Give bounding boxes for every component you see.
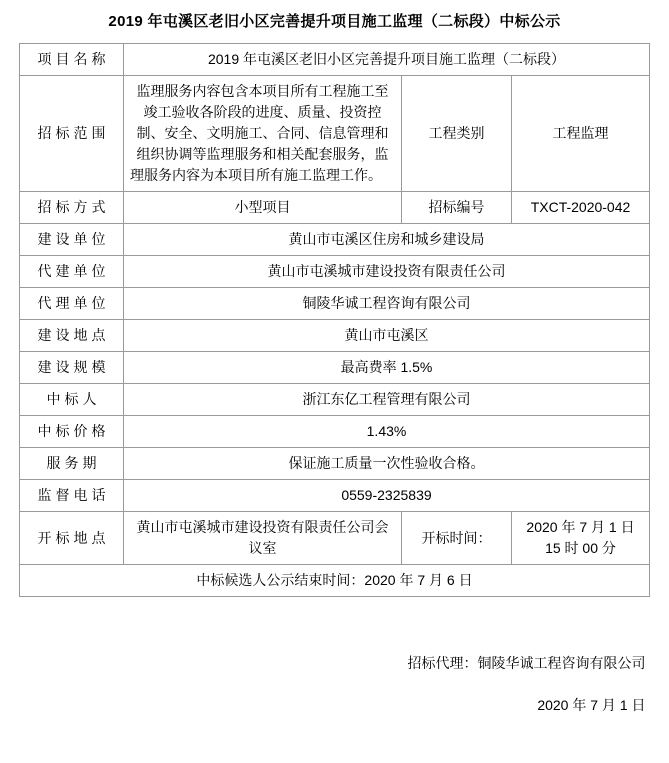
service-period-value: 保证施工质量一次性验收合格。: [123, 448, 649, 480]
table-row: [19, 480, 649, 512]
project-type-value: 工程监理: [511, 76, 649, 192]
table-row: [19, 224, 649, 256]
open-place-value: 黄山市屯溪城市建设投资有限责任公司会议室: [123, 512, 401, 565]
scope-label: 招标范围: [19, 76, 123, 192]
scale-label: 建设规模: [19, 352, 123, 384]
footer: [20, 653, 650, 715]
table-row: [19, 448, 649, 480]
bid-no-value: TXCT-2020-042: [511, 192, 649, 224]
table-row: [19, 192, 649, 224]
table-row: [19, 384, 649, 416]
project-name-label: 项目名称: [19, 44, 123, 76]
scale-value: 最高费率 1.5%: [123, 352, 649, 384]
table-row: [19, 256, 649, 288]
notice-end-value: 中标候选人公示结束时间：2020 年 7 月 6 日: [19, 565, 649, 597]
footer-agency: 招标代理：铜陵华诚工程咨询有限公司: [407, 655, 646, 671]
project-name-value: 2019 年屯溪区老旧小区完善提升项目施工监理（二标段）: [123, 44, 649, 76]
project-type-label: 工程类别: [401, 76, 511, 192]
site-value: 黄山市屯溪区: [123, 320, 649, 352]
table-row: [19, 288, 649, 320]
bid-announcement-table: [19, 43, 650, 597]
table-row: [19, 416, 649, 448]
price-label: 中标价格: [19, 416, 123, 448]
open-time-value: [511, 512, 649, 565]
open-time-label: 开标时间：: [401, 512, 511, 565]
agent-construction-label: 代建单位: [19, 256, 123, 288]
agency-unit-value: 铜陵华诚工程咨询有限公司: [123, 288, 649, 320]
construction-unit-value: 黄山市屯溪区住房和城乡建设局: [123, 224, 649, 256]
table-row: [19, 320, 649, 352]
open-place-label: 开标地点: [19, 512, 123, 565]
scope-value: 监理服务内容包含本项目所有工程施工至竣工验收各阶段的进度、质量、投资控制、安全、文明施工、合同、信息管理和组织协调等监理服务和相关配套服务，监理服务内容为本项目所有施工监理工作。: [123, 76, 401, 192]
supervise-phone-label: 监督电话: [19, 480, 123, 512]
agency-unit-label: 代理单位: [19, 288, 123, 320]
price-value: 1.43%: [123, 416, 649, 448]
construction-unit-label: 建设单位: [19, 224, 123, 256]
table-row: [19, 512, 649, 565]
winner-label: 中标人: [19, 384, 123, 416]
open-time-date: 2020 年 7 月 1 日: [526, 519, 635, 535]
bid-no-label: 招标编号: [401, 192, 511, 224]
bid-method-label: 招标方式: [19, 192, 123, 224]
open-time-clock: 15 时 00 分: [545, 540, 616, 556]
table-row: [19, 352, 649, 384]
service-period-label: 服务期: [19, 448, 123, 480]
table-row: [19, 76, 649, 192]
page-title: 2019 年屯溪区老旧小区完善提升项目施工监理（二标段）中标公示: [108, 13, 561, 30]
table-row: [19, 44, 649, 76]
bid-method-value: 小型项目: [123, 192, 401, 224]
site-label: 建设地点: [19, 320, 123, 352]
table-row: [19, 565, 649, 597]
agent-construction-value: 黄山市屯溪城市建设投资有限责任公司: [123, 256, 649, 288]
winner-value: 浙江东亿工程管理有限公司: [123, 384, 649, 416]
footer-date: 2020 年 7 月 1 日: [537, 697, 646, 713]
supervise-phone-value: 0559-2325839: [123, 480, 649, 512]
